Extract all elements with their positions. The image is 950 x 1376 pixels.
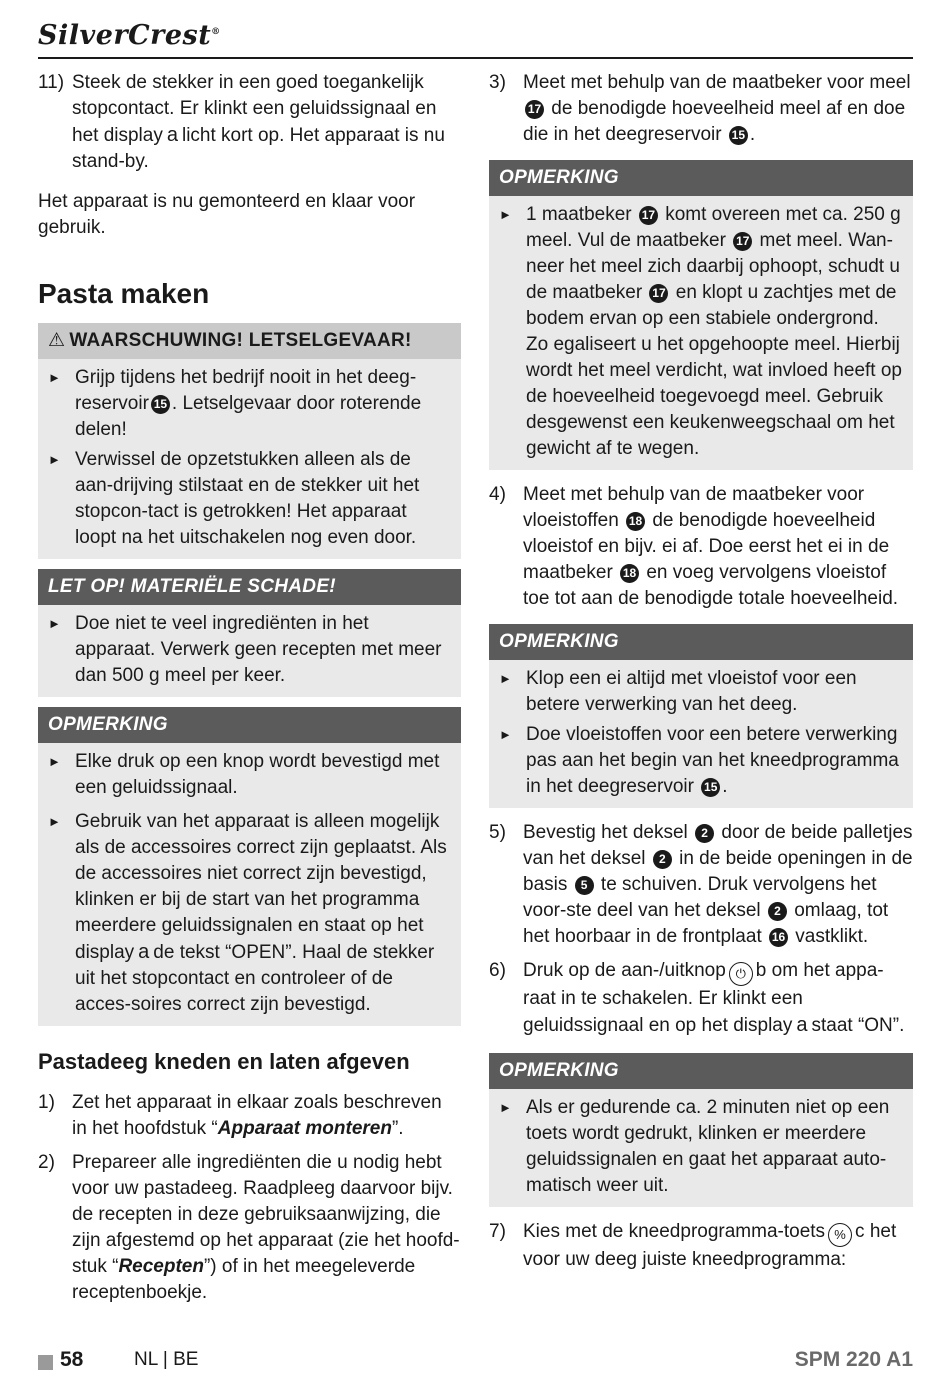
list-item: ► Verwissel de opzetstukken alleen als de aan-drijving stilstaat en de stekker uit het stopcon-tact is getrokken! Het apparaat loopt na het uitschakelen nog even door. [48,447,451,551]
list-item: ► Als er gedurende ca. 2 minuten niet op een toets wordt gedrukt, klinken er meerdere geluidssignalen en gaat het apparaat auto-matisch weer uit. [499,1095,903,1199]
note-box [38,707,461,1026]
page-marker-icon [38,1355,53,1370]
subsection-title: Pastadeeg kneden en laten afgeven [38,1049,410,1074]
bullet-arrow-icon: ► [48,370,61,385]
bullet-arrow-icon: ► [48,814,61,829]
assembled-text: Het apparaat is nu gemonteerd en klaar voor gebruik. [38,191,416,238]
note-box [489,160,913,470]
list-item: ► 1 maatbeker 17 komt overeen met ca. 250 g meel. Vul de maatbeker 17 met meel. Wan-neer het meel zich daarbij ophoopt, schudt u de maatbeker 17 en klopt u zachtjes met de bodem ervan op een stabiele ondergrond. Zo egaliseert u het opgehoopte meel. Hierbij wordt het meel verdicht, wat invloed heeft op de hoeveelheid toegevoegd meel. Gebruik desgewenst een keukenweegschaal om het gewicht af te wegen. [499,202,903,462]
step-5: 5) Bevestig het deksel 2 door de beide palletjes van het deksel 2 in de beide openingen in de basis 5 te schuiven. Druk vervolgens het voor-ste deel van het deksel 2 omlaag, tot het hoorbaar in de frontplaat 16 vastklikt. [489,822,913,947]
note-header: OPMERKING [489,160,913,196]
bullet-arrow-icon: ► [48,754,61,769]
list-item: ► Klop een ei altijd met vloeistof voor een betere verwerking van het deeg. [499,666,903,718]
brand-logo: SilverCrest® [38,20,221,51]
caution-header: LET OP! MATERIËLE SCHADE! [38,569,461,605]
step-7: 7) Kies met de kneedprogramma-toets % c het voor uw deeg juiste kneedprogramma: [489,1221,897,1270]
section-title: Pasta maken [38,278,210,309]
page-number: 58 [60,1348,84,1371]
left-column [38,70,461,1306]
note-box [489,624,913,808]
caution-box [38,569,461,697]
list-item: ► Gebruik van het apparaat is alleen mogelijk als de accessoires correct zijn geplaatst. Als de accessoires niet correct zijn bevestigd, klinken er bij de start van het programma meerdere geluidssignalen en staat op het display a de tekst “OPEN”. Haal de stekker uit het stopcontact en controleer of de acces-soires correct zijn bevestigd. [48,809,451,1018]
list-item: ► Doe niet te veel ingrediënten in het apparaat. Verwerk geen recepten met meer dan 500 g meel per keer. [48,611,451,689]
bullet-arrow-icon: ► [499,1100,512,1115]
note-header: OPMERKING [38,707,461,743]
bullet-arrow-icon: ► [499,671,512,686]
display-symbol: a [166,124,178,146]
warning-triangle-icon: ⚠ [48,330,66,351]
step-1: 1) Zet het apparaat in elkaar zoals beschreven in het hoofdstuk “Apparaat monteren”. [38,1092,442,1139]
bullet-arrow-icon: ► [48,616,61,631]
step-4: 4) Meet met behulp van de maatbeker voor vloeistoffen 18 de benodigde hoeveelheid vloeistof en bijv. ei af. Doe eerst het ei in de maatbeker 18 en voeg vervolgens vloeistof toe tot aan de benodigde totale hoeveelheid. [489,484,899,609]
warning-box [38,323,461,559]
step-6: 6) Druk op de aan-/uitknop ⏻ b om het appa-raat in te schakelen. Er klinkt een geluidssignaal en op het display a staat “ON”. [489,960,905,1036]
list-item: ► Grijp tijdens het bedrijf nooit in het deeg-reservoir 15 . Letselgevaar door roterende delen! [48,365,451,443]
power-icon: ⏻ [729,962,753,986]
step-11: 11) Steek de stekker in een goed toegankelijk stopcontact. Er klinkt een geluidssignaal en het display a licht kort op. Het apparaat is nu stand-by. [38,72,445,172]
note-box [489,1053,913,1207]
bullet-arrow-icon: ► [48,452,61,467]
knead-program-icon: % [828,1223,852,1247]
bullet-arrow-icon: ► [499,207,512,222]
note-header: OPMERKING [489,1053,913,1089]
display-symbol: a [796,1014,808,1036]
header-rule [38,57,913,59]
bullet-arrow-icon: ► [499,727,512,742]
note-header: OPMERKING [489,624,913,660]
page-footer [38,1348,913,1376]
list-item: ► Doe vloeistoffen voor een betere verwerking pas aan het begin van het kneedprogramma in het deegreservoir 15 . [499,722,903,800]
right-column [489,70,913,1273]
language-codes: NL | BE [134,1349,199,1370]
list-item: ► Elke druk op een knop wordt bevestigd met een geluidssignaal. [48,749,451,801]
display-symbol: a [138,941,150,963]
step-3: 3) Meet met behulp van de maatbeker voor meel 17 de benodigde hoeveelheid meel af en doe die in het deegreservoir 15 . [489,72,911,145]
model-number: SPM 220 A1 [794,1348,913,1371]
step-2: 2) Prepareer alle ingrediënten die u nodig hebt voor uw pastadeeg. Raadpleeg daarvoor bijv. de recepten in deze gebruiksaanwijzing, die zijn afgestemd op het apparaat (zie het hoofd-stuk “Recepten”) of in het meegeleverde receptenboekje. [38,1152,460,1303]
warning-header: ⚠ WAARSCHUWING! LETSELGEVAAR! [38,323,461,359]
